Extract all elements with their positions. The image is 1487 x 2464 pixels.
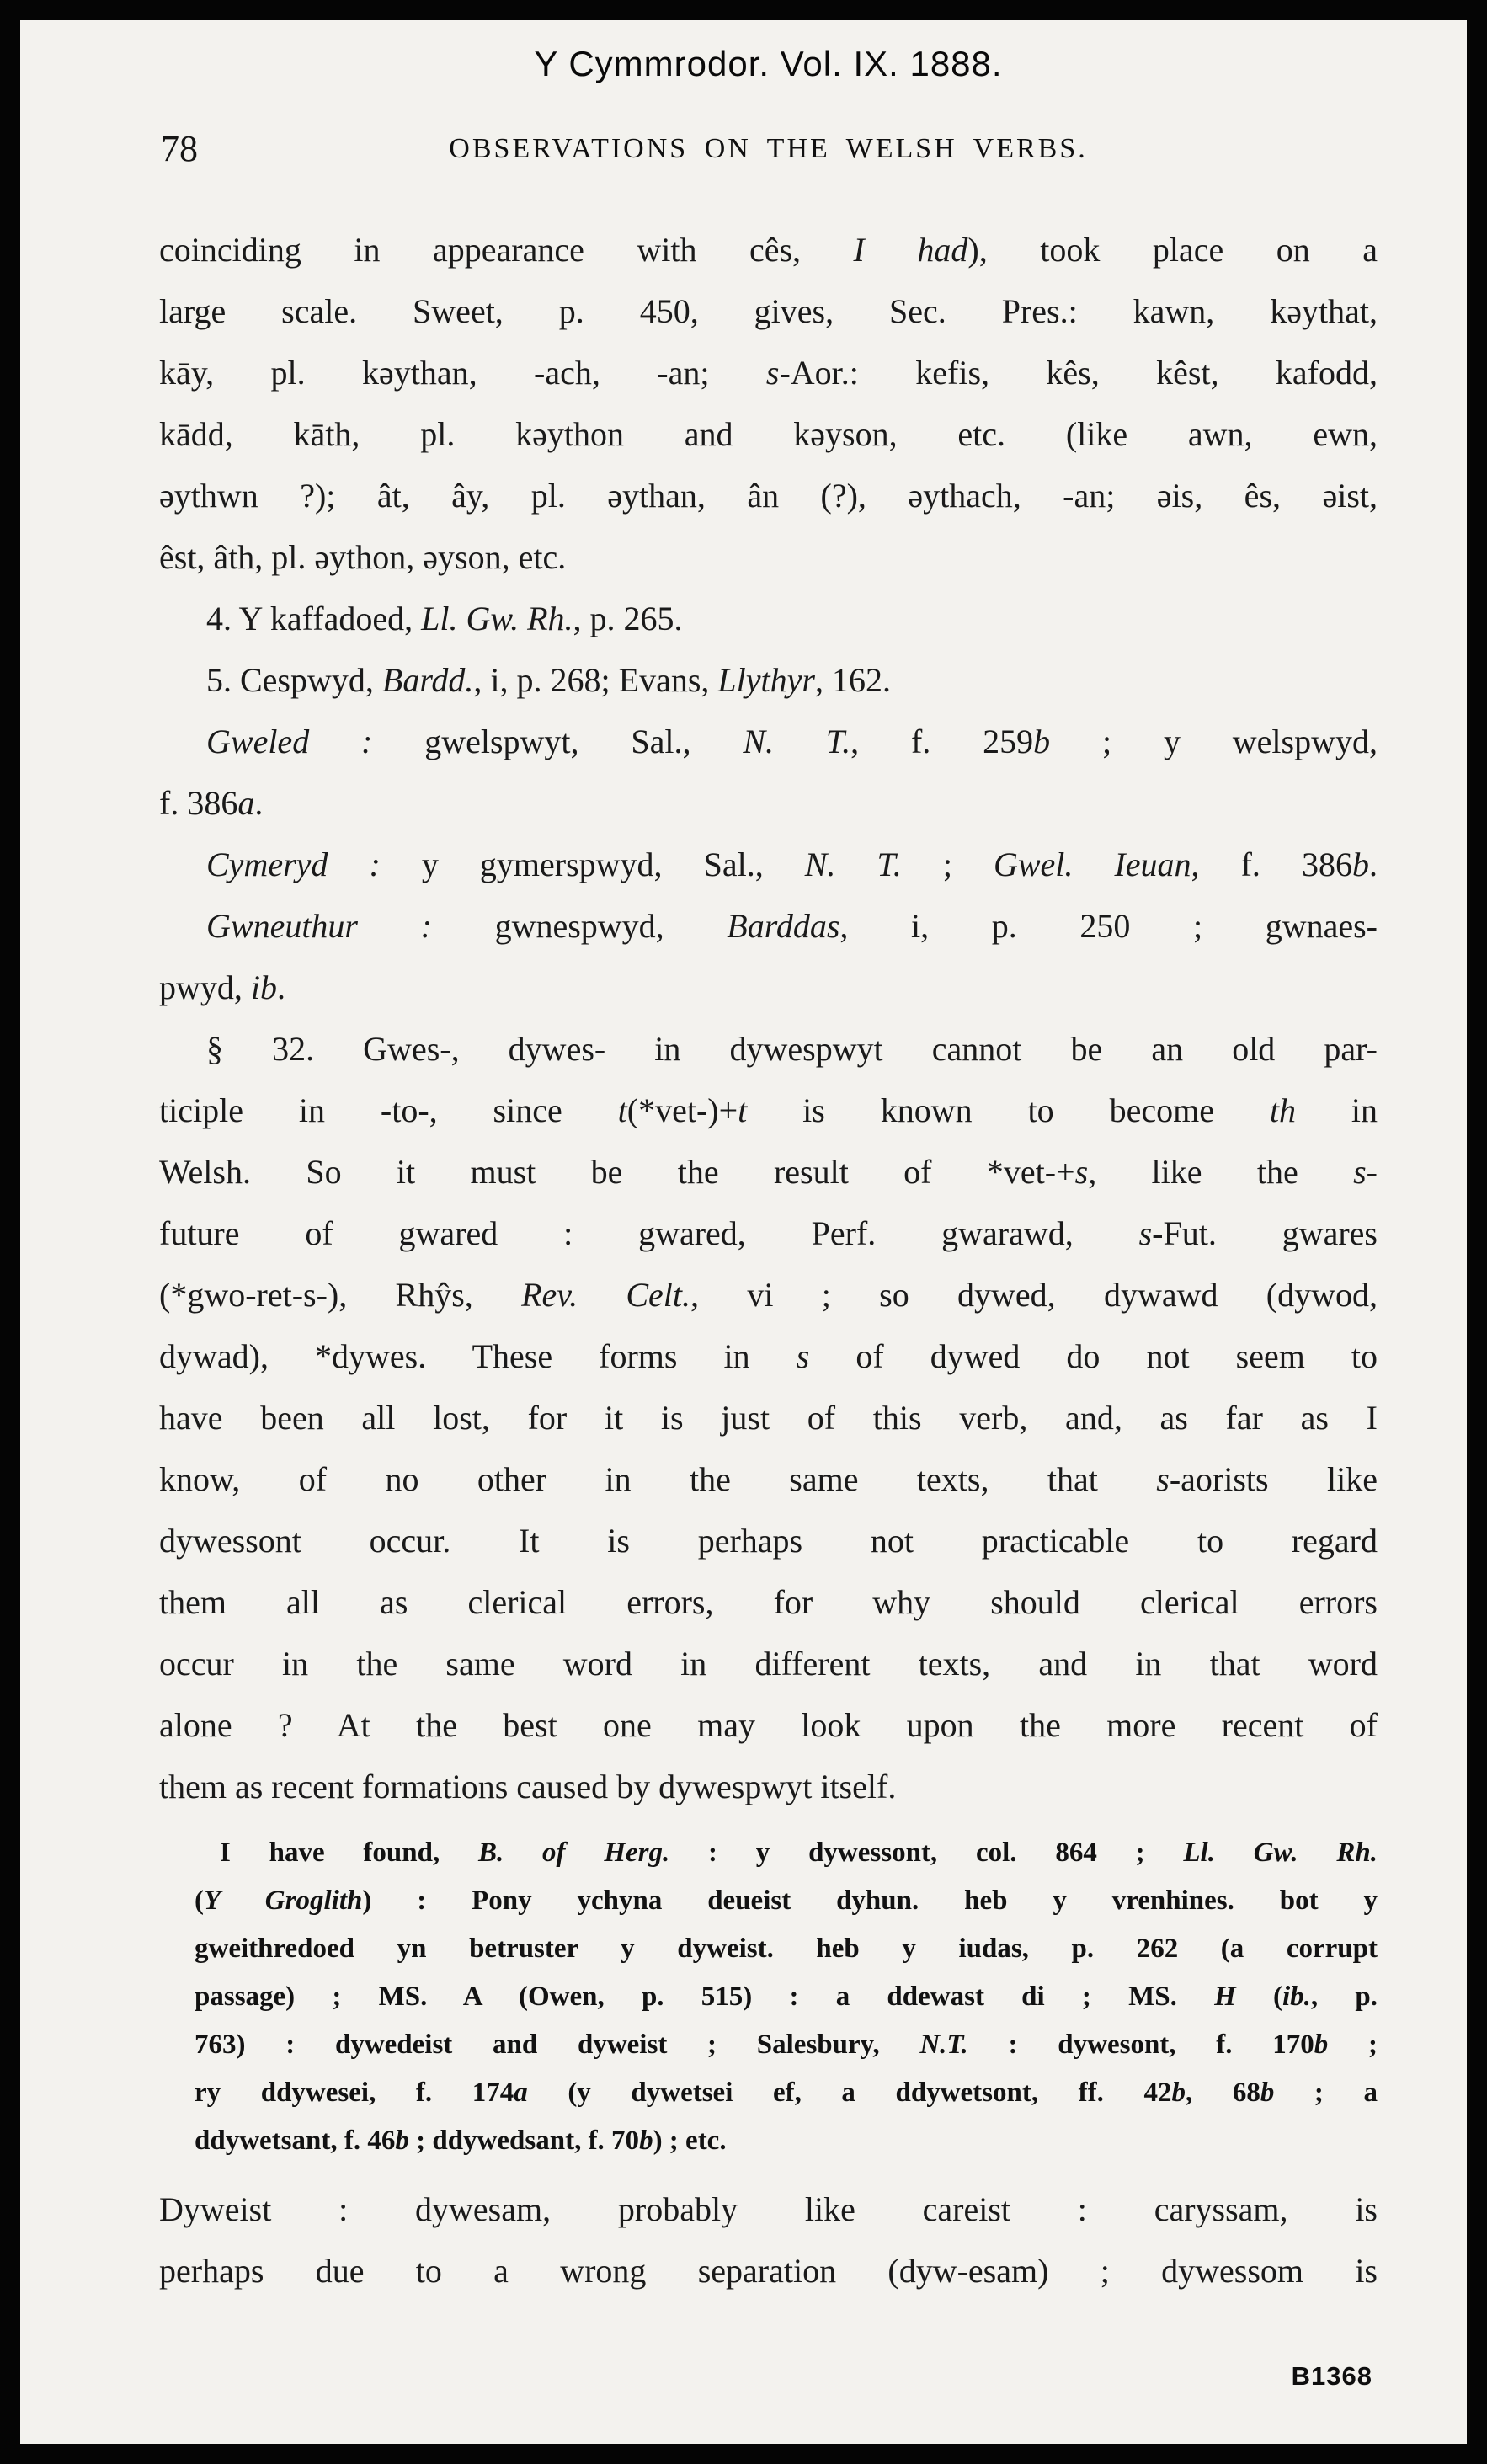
text-line: have been all lost, for it is just of this verb, and, as far as I bbox=[159, 1399, 1378, 1437]
entry-gweled bbox=[159, 711, 1378, 834]
text-line: know, of no other in the same texts, that s-aorists like bbox=[159, 1460, 1378, 1498]
text-line: large scale. Sweet, p. 450, gives, Sec. Pres.: kawn, kəythat, bbox=[159, 292, 1378, 330]
text-line: them all as clerical errors, for why should clerical errors bbox=[159, 1583, 1378, 1621]
text-line: 763) : dywedeist and dyweist ; Salesbury, N.T. : dywesont, f. 170b ; bbox=[195, 2029, 1378, 2060]
text-line: I have found, B. of Herg. : y dywessont, col. 864 ; Ll. Gw. Rh. bbox=[220, 1837, 1378, 1868]
text-line: coinciding in appearance with cês, I had), took place on a bbox=[159, 231, 1378, 269]
text-line: Gwneuthur : gwnespwyd, Barddas, i, p. 250 ; gwnaes- bbox=[206, 907, 1378, 945]
running-title: OBSERVATIONS ON THE WELSH VERBS. bbox=[449, 133, 1088, 164]
text-line: f. 386a. bbox=[159, 784, 264, 822]
text-line: passage) ; MS. A (Owen, p. 515) : a ddewast di ; MS. H (ib., p. bbox=[195, 1981, 1378, 2012]
catalog-number: B1368 bbox=[1291, 2361, 1372, 2391]
closing-paragraph bbox=[159, 2179, 1378, 2301]
journal-header: Y Cymmrodor. Vol. IX. 1888. bbox=[534, 44, 1003, 83]
text-line: pwyd, ib. bbox=[159, 968, 286, 1006]
list-item-5 bbox=[159, 649, 1378, 711]
text-line: ddywetsant, f. 46b ; ddywedsant, f. 70b) ; etc. bbox=[195, 2125, 727, 2156]
entry-gwneuthur bbox=[159, 895, 1378, 1018]
text-line: them as recent formations caused by dywespwyt itself. bbox=[159, 1768, 897, 1805]
footnote-block bbox=[195, 1829, 1378, 2165]
text-line: Cymeryd : y gymerspwyd, Sal., N. T. ; Gwel. Ieuan, f. 386b. bbox=[206, 845, 1378, 883]
text-line: alone ? At the best one may look upon the more recent of bbox=[159, 1706, 1378, 1744]
page-head bbox=[159, 128, 1378, 170]
text-line: Welsh. So it must be the result of *vet-+s, like the s- bbox=[159, 1153, 1378, 1191]
text-line: (Y Groglith) : Pony ychyna deueist dyhun. heb y vrenhines. bot y bbox=[195, 1885, 1378, 1916]
entry-cymeryd bbox=[159, 834, 1378, 895]
text-line: perhaps due to a wrong separation (dyw-esam) ; dywessom is bbox=[159, 2252, 1378, 2290]
text-line: occur in the same word in different texts, and in that word bbox=[159, 1645, 1378, 1683]
text-line: § 32. Gwes-, dywes- in dywespwyt cannot be an old par- bbox=[206, 1030, 1378, 1068]
text-line: Gweled : gwelspwyt, Sal., N. T., f. 259b ; y welspwyd, bbox=[206, 723, 1378, 760]
text-line: ry ddywesei, f. 174a (y dywetsei ef, a ddywetsont, ff. 42b, 68b ; a bbox=[195, 2077, 1378, 2108]
text-line: 5. Cespwyd, Bardd., i, p. 268; Evans, Llythyr, 162. bbox=[206, 661, 891, 699]
continuation-paragraph bbox=[159, 219, 1378, 588]
text-line: kāy, pl. kəythan, -ach, -an; s-Aor.: kefis, kês, kêst, kafodd, bbox=[159, 354, 1378, 392]
text-line: (*gwo-ret-s-), Rhŷs, Rev. Celt., vi ; so dywed, dywawd (dywod, bbox=[159, 1276, 1378, 1314]
text-line: əythwn ?); ât, ây, pl. əythan, ân (?), əythach, -an; əis, ês, əist, bbox=[159, 477, 1378, 515]
text-line: dywessont occur. It is perhaps not practicable to regard bbox=[159, 1522, 1378, 1560]
text-line: kādd, kāth, pl. kəython and kəyson, etc. (like awn, ewn, bbox=[159, 415, 1378, 453]
list-item-4 bbox=[159, 588, 1378, 649]
section-32-paragraph bbox=[159, 1018, 1378, 1817]
text-line: êst, âth, pl. əython, əyson, etc. bbox=[159, 538, 567, 576]
text-line: gweithredoed yn betruster y dyweist. heb y iudas, p. 262 (a corrupt bbox=[195, 1933, 1378, 1964]
document-page bbox=[20, 20, 1467, 2444]
page-number: 78 bbox=[161, 128, 198, 169]
text-line: future of gwared : gwared, Perf. gwarawd, s-Fut. gwares bbox=[159, 1214, 1378, 1252]
text-line: dywad), *dywes. These forms in s of dywed do not seem to bbox=[159, 1337, 1378, 1375]
text-body bbox=[159, 219, 1378, 2301]
text-line: ticiple in -to-, since t(*vet-)+t is known to become th in bbox=[159, 1091, 1378, 1129]
text-line: 4. Y kaffadoed, Ll. Gw. Rh., p. 265. bbox=[206, 600, 683, 637]
text-line: Dyweist : dywesam, probably like careist : caryssam, is bbox=[159, 2190, 1378, 2228]
